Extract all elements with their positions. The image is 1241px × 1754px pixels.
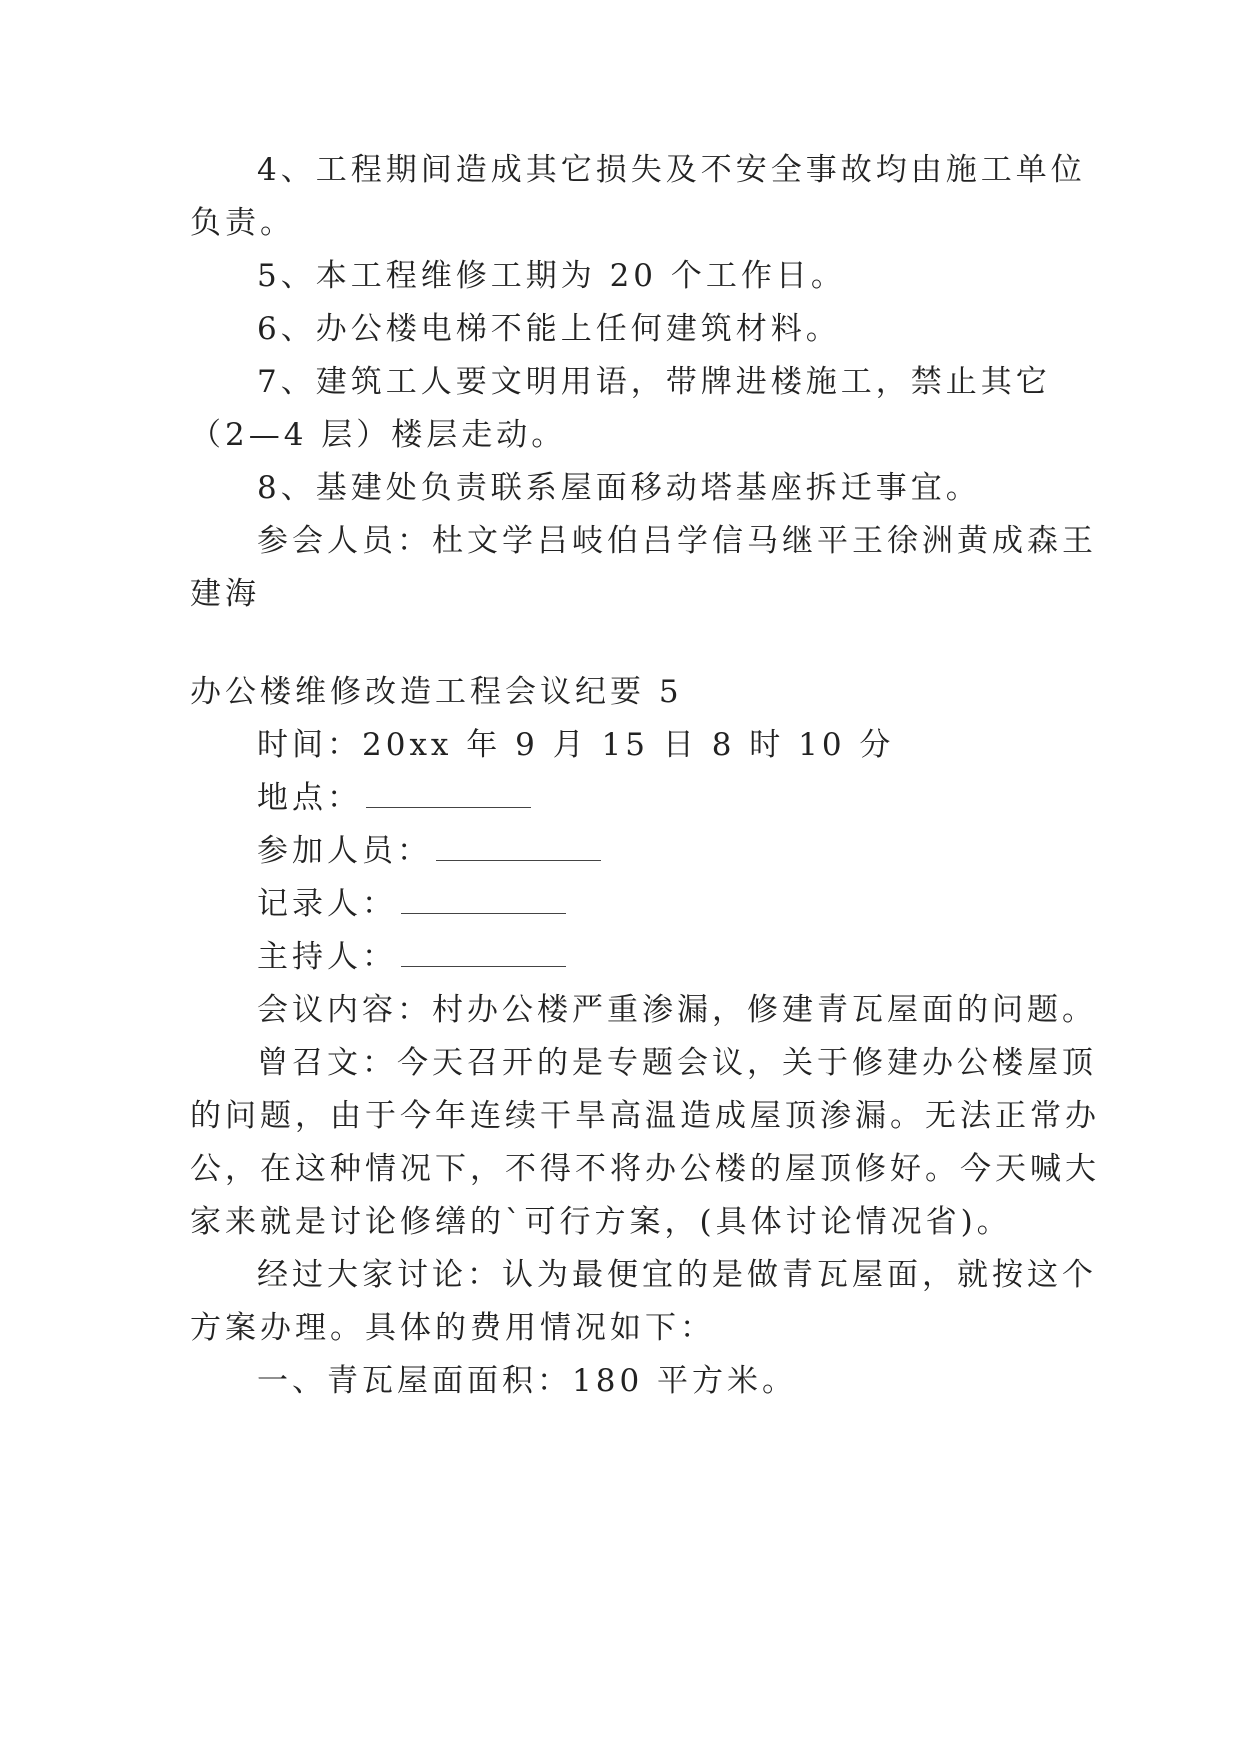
place-blank xyxy=(366,781,531,808)
meeting-content: 会议内容：村办公楼严重渗漏，修建青瓦屋面的问题。 xyxy=(257,992,1097,1028)
item-5: 5、本工程维修工期为 20 个工作日。 xyxy=(257,258,846,294)
meeting-recorder xyxy=(0,884,1241,924)
paragraph-1-line-4: 家来就是讨论修缮的`可行方案，(具体讨论情况省)。 xyxy=(190,1204,1012,1240)
paragraph-1-line-3: 公，在这种情况下，不得不将办公楼的屋顶修好。今天喊大 xyxy=(190,1151,1100,1187)
item-7-line-2: （2—4 层）楼层走动。 xyxy=(190,417,567,453)
section-title: 办公楼维修改造工程会议纪要 5 xyxy=(190,674,683,710)
meeting-place xyxy=(0,778,1241,818)
meeting-time: 时间：20xx 年 9 月 15 日 8 时 10 分 xyxy=(257,727,895,763)
attendees-line-2: 建海 xyxy=(190,576,260,612)
item-6: 6、办公楼电梯不能上任何建筑材料。 xyxy=(257,311,841,347)
item-8: 8、基建处负责联系屋面移动塔基座拆迁事宜。 xyxy=(257,470,981,506)
item-4-line-1: 4、工程期间造成其它损失及不安全事故均由施工单位 xyxy=(257,152,1086,188)
item-7-line-1: 7、建筑工人要文明用语，带牌进楼施工，禁止其它 xyxy=(257,364,1051,400)
attendees-blank xyxy=(436,834,601,861)
item-4-line-2: 负责。 xyxy=(190,205,295,241)
attendees-line-1: 参会人员：杜文学吕岐伯吕学信马继平王徐洲黄成森王 xyxy=(257,523,1097,559)
recorder-label: 记录人： xyxy=(257,886,397,922)
host-label: 主持人： xyxy=(257,939,397,975)
paragraph-2-line-2: 方案办理。具体的费用情况如下： xyxy=(190,1310,715,1346)
paragraph-1-line-2: 的问题，由于今年连续干旱高温造成屋顶渗漏。无法正常办 xyxy=(190,1098,1100,1134)
attendees-label: 参加人员： xyxy=(257,833,432,869)
place-label: 地点： xyxy=(257,780,362,816)
meeting-host xyxy=(0,937,1241,977)
recorder-blank xyxy=(401,887,566,914)
cost-item-1: 一、青瓦屋面面积：180 平方米。 xyxy=(257,1363,798,1399)
paragraph-2-line-1: 经过大家讨论：认为最便宜的是做青瓦屋面，就按这个 xyxy=(257,1257,1097,1293)
meeting-attendees xyxy=(0,831,1241,871)
paragraph-1-line-1: 曾召文：今天召开的是专题会议，关于修建办公楼屋顶 xyxy=(257,1045,1097,1081)
host-blank xyxy=(401,940,566,967)
